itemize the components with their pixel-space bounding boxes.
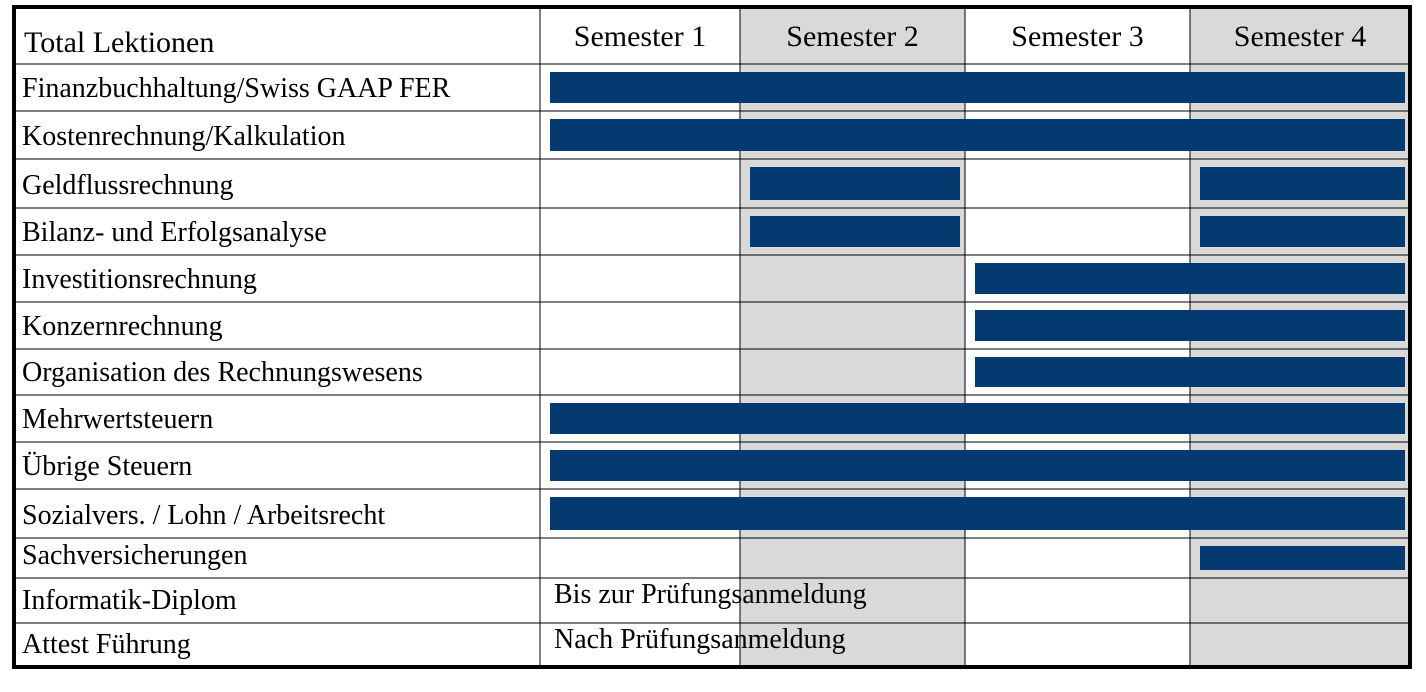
gantt-bar [975,310,1405,341]
row-label: Sozialvers. / Lohn / Arbeitsrecht [22,500,386,531]
row-note: Bis zur Prüfungsanmeldung [554,579,867,610]
gantt-bar [550,403,1405,434]
column-shade-semester-2 [740,7,965,667]
column-header-semester-1: Semester 1 [573,20,707,53]
gantt-bar [550,72,1405,103]
chart-title: Total Lektionen [24,26,215,59]
row-label: Übrige Steuern [22,451,193,482]
column-header-semester-4: Semester 4 [1233,20,1367,53]
gantt-bar [975,263,1405,294]
gantt-bar [975,357,1405,387]
gantt-bar [1200,216,1405,247]
column-header-semester-2: Semester 2 [786,20,919,53]
row-label: Finanzbuchhaltung/Swiss GAAP FER [22,73,451,104]
gantt-bar [750,216,960,247]
gantt-bar [550,450,1405,481]
gantt-bar [550,119,1405,151]
gantt-bar [1200,167,1405,200]
gantt-bar [750,167,960,200]
row-label: Bilanz- und Erfolgsanalyse [22,217,327,248]
row-label: Konzernrechnung [22,311,223,342]
row-label: Informatik-Diplom [22,585,237,616]
row-label: Geldflussrechnung [22,170,234,201]
column-header-semester-3: Semester 3 [1011,20,1144,53]
row-label: Sachversicherungen [22,540,248,571]
row-label: Kostenrechnung/Kalkulation [22,121,346,152]
gantt-bar [550,497,1405,530]
row-note: Nach Prüfungsanmeldung [554,624,846,655]
row-label: Mehrwertsteuern [22,404,214,435]
row-label: Organisation des Rechnungswesens [22,357,423,388]
row-label: Attest Führung [22,629,191,660]
gantt-bar [1200,546,1405,570]
row-label: Investitionsrechnung [22,264,257,295]
